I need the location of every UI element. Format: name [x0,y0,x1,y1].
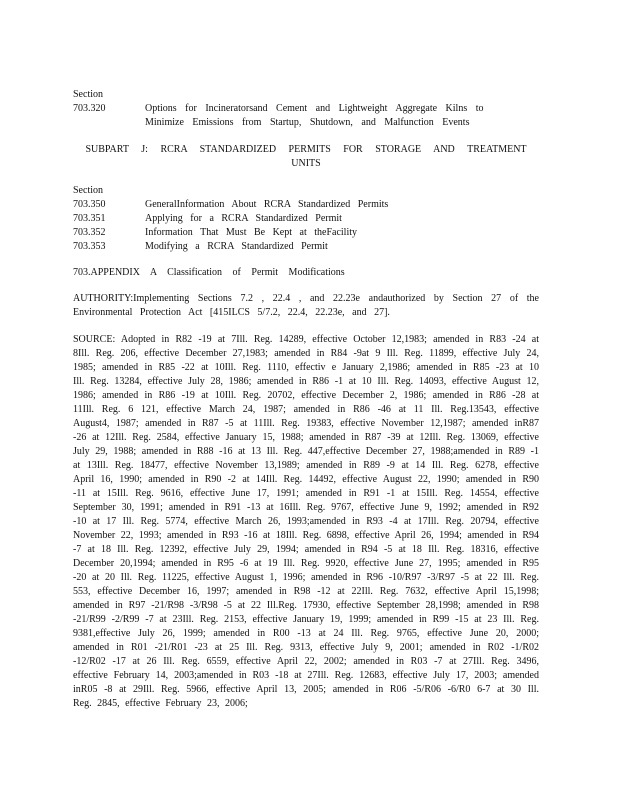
source-paragraph: SOURCE: Adopted in R82 -19 at 7Ill. Reg. 14289, effective October 12,1983; amended in R83 -24 at 8Ill. Reg. 206, effective December 27,1983; amended in R84 -9at 9 Ill. Reg. 11899, effective July 24, 1985; amended in R85 -22 at 10Ill. Reg. 1110, effectiv e January 2,1986; amended in R85 -23 at 10 Ill. Reg. 13284, effective July 28, 1986; amended in R86 -1 at 10 Ill. Reg. 14093, effective August 12, 1986; amended in R86 -19 at 10Ill. Reg. 20702, effective December 2, 1986; amended in R86 -28 at 11Ill. Reg. 6 121, effective March 24, 1987; amended in R86 -46 at 11 Ill. Reg.13543, effective August4, 1987; amended in R87 -5 at 11Ill. Reg. 19383, effective November 12,1987; amended inR87 -26 at 12Ill. Reg. 2584, effective January 15, 1988; amended in R87 -39 at 12Ill. Reg. 13069, effective July 29, 1988; amended in R88 -16 at 13 Ill. Reg. 447,effective December 27, 1988;amended in R89 -1 at 13Ill. Reg. 18477, effective November 13,1989; amended in R89 -9 at 14 Ill. Reg. 6278, effective April 16, 1990; amended in R90 -2 at 14Ill. Reg. 14492, effective August 22, 1990; amended in R90 -11 at 15Ill. Reg. 9616, effective June 17, 1991; amended in R91 -1 at 15Ill. Reg. 14554, effective September 30, 1991; amended in R91 -13 at 16Ill. Reg. 9767, effective June 9, 1992; amended in R92 -10 at 17 Ill. Reg. 5774, effective March 26, 1993;amended in R93 -4 at 17Ill. Reg. 20794, effective November 22, 1993; amended in R93 -16 at 18Ill. Reg. 6898, effective April 26, 1994; amended in R94 -7 at 18 Ill. Reg. 12392, effective July 29, 1994; amended in R94 -5 at 18 Ill. Reg. 18316, effective December 20,1994; amended in R95 -6 at 19 Ill. Reg. 9920, effective June 27, 1995; amended in R95 -20 at 20 Ill. Reg. 11225, effective August 1, 1996; amended in R96 -10/R97 -3/R97 -5 at 22 Ill. Reg. 553, effective December 16, 1997; amended in R98 -12 at 22Ill. Reg. 7632, effective April 15,1998; amended in R97 -21/R98 -3/R98 -5 at 22 Ill.Reg. 17930, effective September 28,1998; amended in R98 -21/R99 -2/R99 -7 at 23Ill. Reg. 2153, effective January 19, 1999; amended in R99 -15 at 23 Ill. Reg. 9381,effective July 26, 1999; amended in R00 -13 at 24 Ill. Reg. 9765, effective June 20, 2000; amended in R01 -21/R01 -23 at 25 Ill. Reg. 9313, effective July 9, 2001; amended in R02 -1/R02 -12/R02 -17 at 26 Ill. Reg. 6559, effective April 22, 2002; amended in R03 -7 at 27Ill. Reg. 3496, effective February 14, 2003;amended in R03 -18 at 27Ill. Reg. 12683, effective July 17, 2003; amended inR05 -8 at 29Ill. Reg. 5966, effective April 13, 2005; amended in R06 -5/R06 -6/R0 6-7 at 30 Ill. Reg. 2845, effective February 23, 2006; [73,334,539,709]
toc-row [73,102,539,130]
toc-row [73,226,539,240]
toc-row [73,240,539,254]
section-number: 703.350 [73,199,106,210]
section-list-2 [73,184,539,254]
section-title: Information That Must Be Kept at theFacility [145,227,358,238]
section-label: Section [73,89,103,100]
appendix-line: 703.APPENDIX A Classification of Permit Modifications [73,267,345,278]
toc-row [73,198,539,212]
section-title: Applying for a RCRA Standardized Permit [145,213,342,224]
toc-row [73,212,539,226]
section-number: 703.351 [73,213,106,224]
section-number: 703.352 [73,227,106,238]
authority-paragraph: AUTHORITY:Implementing Sections 7.2 , 22.4 , and 22.23e andauthorized by Section 27 of the Environmental Protection Act [415ILCS 5/7.2, 22.4, 22.23e, and 27]. [73,293,539,318]
section-title: Modifying a RCRA Standardized Permit [145,241,328,252]
section-list-1 [73,88,539,130]
section-title: Options for Incineratorsand Cement and Lightweight Aggregate Kilns to Minimize Emissions from Startup, Shutdown, and Malfunction Events [145,103,484,128]
section-label: Section [73,185,103,196]
section-number: 703.320 [73,103,106,114]
subpart-heading-line2: UNITS [291,158,321,169]
section-number: 703.353 [73,241,106,252]
subpart-heading [73,143,539,171]
section-title: GeneralInformation About RCRA Standardized Permits [145,199,389,210]
subpart-heading-line1: SUBPART J: RCRA STANDARDIZED PERMITS FOR STORAGE AND TREATMENT [85,144,527,155]
